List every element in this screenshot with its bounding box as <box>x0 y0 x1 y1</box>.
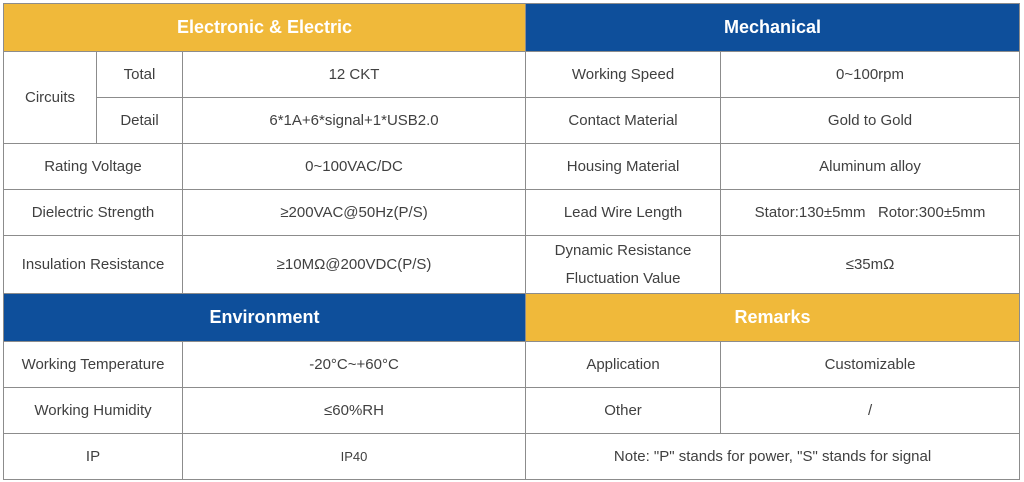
header-row-top <box>4 4 1020 52</box>
insulation-resistance-value: ≥10MΩ@200VDC(P/S) <box>183 236 526 294</box>
total-label: Total <box>97 52 183 98</box>
rating-voltage-label: Rating Voltage <box>4 144 183 190</box>
contact-material-label: Contact Material <box>526 98 721 144</box>
header-mechanical: Mechanical <box>526 4 1020 52</box>
dielectric-strength-value: ≥200VAC@50Hz(P/S) <box>183 190 526 236</box>
table-row <box>4 190 1020 236</box>
table-row <box>4 434 1020 480</box>
dynamic-resistance-label-line1: Dynamic Resistance <box>554 241 692 259</box>
table-row <box>4 52 1020 98</box>
dynamic-resistance-label-line2: Fluctuation Value <box>565 269 681 287</box>
table-row <box>4 144 1020 190</box>
ip-value: IP40 <box>183 434 526 480</box>
header-electronic-electric: Electronic & Electric <box>4 4 526 52</box>
total-value: 12 CKT <box>183 52 526 98</box>
header-remarks: Remarks <box>526 294 1020 342</box>
other-value: / <box>721 388 1020 434</box>
detail-label: Detail <box>97 98 183 144</box>
dynamic-resistance-value: ≤35mΩ <box>721 236 1020 294</box>
insulation-resistance-label: Insulation Resistance <box>4 236 183 294</box>
working-humidity-label: Working Humidity <box>4 388 183 434</box>
table-row <box>4 388 1020 434</box>
lead-wire-length-label: Lead Wire Length <box>526 190 721 236</box>
ip-label: IP <box>4 434 183 480</box>
header-row-bottom <box>4 294 1020 342</box>
table-row <box>4 98 1020 144</box>
other-label: Other <box>526 388 721 434</box>
working-speed-value: 0~100rpm <box>721 52 1020 98</box>
lead-wire-length-value: Stator:130±5mm Rotor:300±5mm <box>721 190 1020 236</box>
table-row <box>4 236 1020 294</box>
working-speed-label: Working Speed <box>526 52 721 98</box>
application-label: Application <box>526 342 721 388</box>
table-row <box>4 342 1020 388</box>
dynamic-resistance-label <box>526 236 721 294</box>
application-value: Customizable <box>721 342 1020 388</box>
rating-voltage-value: 0~100VAC/DC <box>183 144 526 190</box>
dielectric-strength-label: Dielectric Strength <box>4 190 183 236</box>
contact-material-value: Gold to Gold <box>721 98 1020 144</box>
housing-material-value: Aluminum alloy <box>721 144 1020 190</box>
working-humidity-value: ≤60%RH <box>183 388 526 434</box>
working-temperature-label: Working Temperature <box>4 342 183 388</box>
housing-material-label: Housing Material <box>526 144 721 190</box>
circuits-label: Circuits <box>4 52 97 144</box>
spec-table <box>3 3 1020 480</box>
detail-value: 6*1A+6*signal+1*USB2.0 <box>183 98 526 144</box>
working-temperature-value: -20°C~+60°C <box>183 342 526 388</box>
signal-note: Note: "P" stands for power, "S" stands for signal <box>526 434 1020 480</box>
header-environment: Environment <box>4 294 526 342</box>
